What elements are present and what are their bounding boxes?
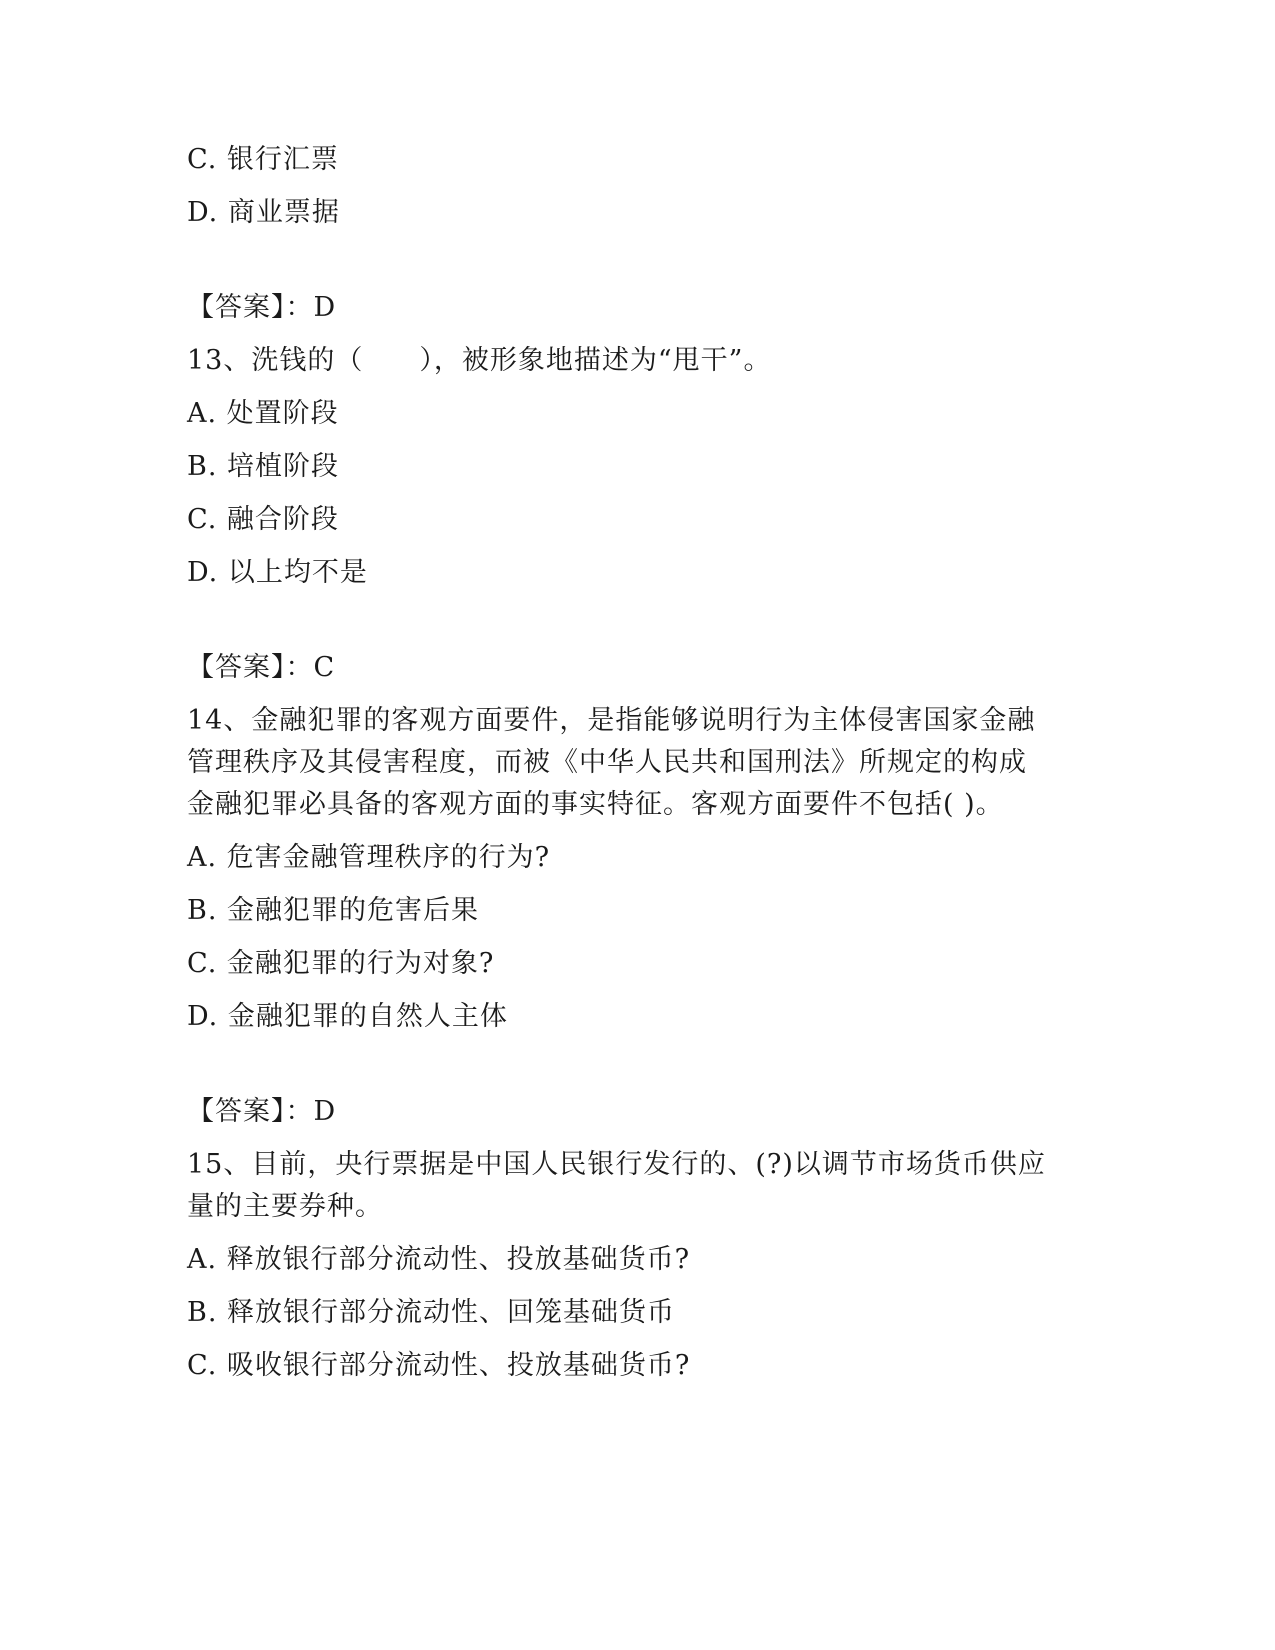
q13-option-c: C. 融合阶段 <box>187 504 339 535</box>
q13-option-d: D. 以上均不是 <box>187 557 368 588</box>
q13-answer: 【答案】：C <box>187 652 336 683</box>
q14-stem-line-2: 管理秩序及其侵害程度，而被《中华人民共和国刑法》所规定的构成 <box>187 747 1027 778</box>
q15-option-c: C. 吸收银行部分流动性、投放基础货币? <box>187 1350 691 1381</box>
q14-option-b: B. 金融犯罪的危害后果 <box>187 895 480 926</box>
q12-option-c: C. 银行汇票 <box>187 144 339 175</box>
q12-option-d: D. 商业票据 <box>187 197 340 228</box>
q14-option-a: A. 危害金融管理秩序的行为? <box>187 842 551 873</box>
q15-stem-line-1: 15、目前，央行票据是中国人民银行发行的、(?)以调节市场货币供应 <box>187 1149 1046 1180</box>
q14-option-c: C. 金融犯罪的行为对象? <box>187 948 495 979</box>
q15-option-a: A. 释放银行部分流动性、投放基础货币? <box>187 1244 691 1275</box>
q14-answer: 【答案】：D <box>187 1096 337 1127</box>
q13-stem: 13、洗钱的（ ），被形象地描述为“甩干”。 <box>187 345 772 376</box>
q14-option-d: D. 金融犯罪的自然人主体 <box>187 1001 508 1032</box>
q15-option-b: B. 释放银行部分流动性、回笼基础货币 <box>187 1297 676 1328</box>
q12-answer: 【答案】：D <box>187 292 337 323</box>
q13-option-b: B. 培植阶段 <box>187 451 340 482</box>
q13-option-a: A. 处置阶段 <box>187 398 339 429</box>
q15-stem-line-2: 量的主要券种。 <box>187 1191 383 1222</box>
q14-stem-line-1: 14、金融犯罪的客观方面要件，是指能够说明行为主体侵害国家金融 <box>187 705 1036 736</box>
q14-stem-line-3: 金融犯罪必具备的客观方面的事实特征。客观方面要件不包括( )。 <box>187 789 1004 820</box>
